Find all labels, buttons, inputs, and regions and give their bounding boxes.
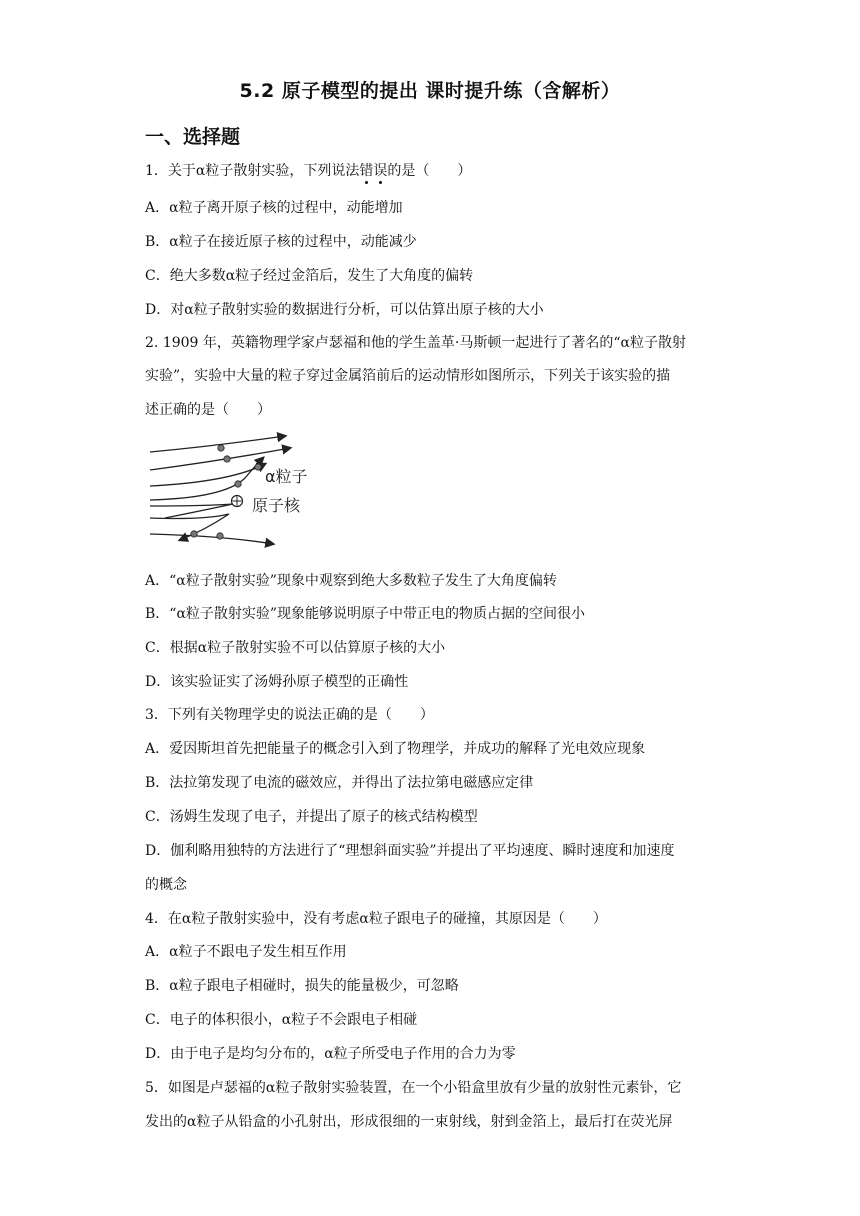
q4-option-c: C．电子的体积很小，α粒子不会跟电子相碰 (145, 1012, 418, 1028)
emphasis-char: 错 (359, 163, 374, 179)
q3-option-d-cont: 的概念 (145, 877, 187, 893)
q3-option-b: B．法拉第发现了电流的磁效应，并得出了法拉第电磁感应定律 (145, 775, 534, 791)
q2-option-c: C．根据α粒子散射实验不可以估算原子核的大小 (145, 640, 446, 656)
q1-stem: 1．关于α粒子散射实验，下列说法错误的是（ ） (145, 163, 472, 179)
trajectory-line (150, 436, 285, 452)
alpha-particle-dot (217, 533, 223, 539)
q4-option-a: A．α粒子不跟电子发生相互作用 (145, 944, 347, 960)
q2-option-a: A．“α粒子散射实验”现象中观察到绝大多数粒子发生了大角度偏转 (145, 573, 557, 589)
trajectory-line (150, 534, 273, 544)
alpha-particle-dot (255, 464, 261, 470)
q1-option-a: A．α粒子离开原子核的过程中，动能增加 (145, 200, 403, 216)
q5-stem-line: 5．如图是卢瑟福的α粒子散射实验装置，在一个小铅盒里放有少量的放射性元素钋，它 (145, 1080, 682, 1096)
q2-stem-line: 述正确的是（ ） (145, 402, 271, 418)
alpha-particle-dot (218, 445, 224, 451)
alpha-particle-dot (191, 531, 197, 537)
q2-stem-line: 2. 1909 年，英籍物理学家卢瑟福和他的学生盖革·马斯顿一起进行了著名的“α粒子散射 (145, 335, 686, 351)
q3-option-c: C．汤姆生发现了电子，并提出了原子的核式结构模型 (145, 809, 478, 825)
q1-option-c: C．绝大多数α粒子经过金箔后，发生了大角度的偏转 (145, 268, 474, 284)
q2-option-d: D．该实验证实了汤姆孙原子模型的正确性 (145, 674, 409, 690)
q1-option-b: B．α粒子在接近原子核的过程中，动能减少 (145, 234, 417, 250)
figure-label-particle: α粒子 (265, 467, 308, 486)
q4-option-b: B．α粒子跟电子相碰时，损失的能量极少，可忽略 (145, 978, 459, 994)
q4-stem: 4．在α粒子散射实验中，没有考虑α粒子跟电子的碰撞，其原因是（ ） (145, 911, 607, 927)
q1-option-d: D．对α粒子散射实验的数据进行分析，可以估算出原子核的大小 (145, 302, 544, 318)
alpha-scattering-figure (145, 430, 325, 548)
q2-stem-line: 实验”，实验中大量的粒子穿过金属箔前后的运动情形如图所示，下列关于该实验的描 (145, 368, 671, 384)
q3-stem: 3．下列有关物理学史的说法正确的是（ ） (145, 707, 434, 723)
section-heading: 一、选择题 (145, 126, 241, 148)
q5-stem-line: 发出的α粒子从铅盒的小孔射出，形成很细的一束射线，射到金箔上，最后打在荧光屏 (145, 1114, 673, 1130)
trajectory-line (150, 458, 263, 500)
alpha-particle-dot (235, 481, 241, 487)
q3-option-a: A．爱因斯坦首先把能量子的概念引入到了物理学，并成功的解释了光电效应现象 (145, 741, 646, 757)
figure-label-nucleus: 原子核 (252, 496, 301, 515)
q2-option-b: B．“α粒子散射实验”现象能够说明原子中带正电的物质占据的空间很小 (145, 606, 586, 622)
nucleus-symbol (232, 496, 243, 507)
q4-option-d: D．由于电子是均匀分布的，α粒子所受电子作用的合力为零 (145, 1046, 516, 1062)
q3-option-d: D．伽利略用独特的方法进行了“理想斜面实验”并提出了平均速度、瞬时速度和加速度 (145, 843, 675, 859)
emphasis-char: 误 (373, 163, 388, 179)
document-title: 5.2 原子模型的提出 课时提升练（含解析） (239, 80, 621, 102)
alpha-particle-dot (224, 456, 230, 462)
